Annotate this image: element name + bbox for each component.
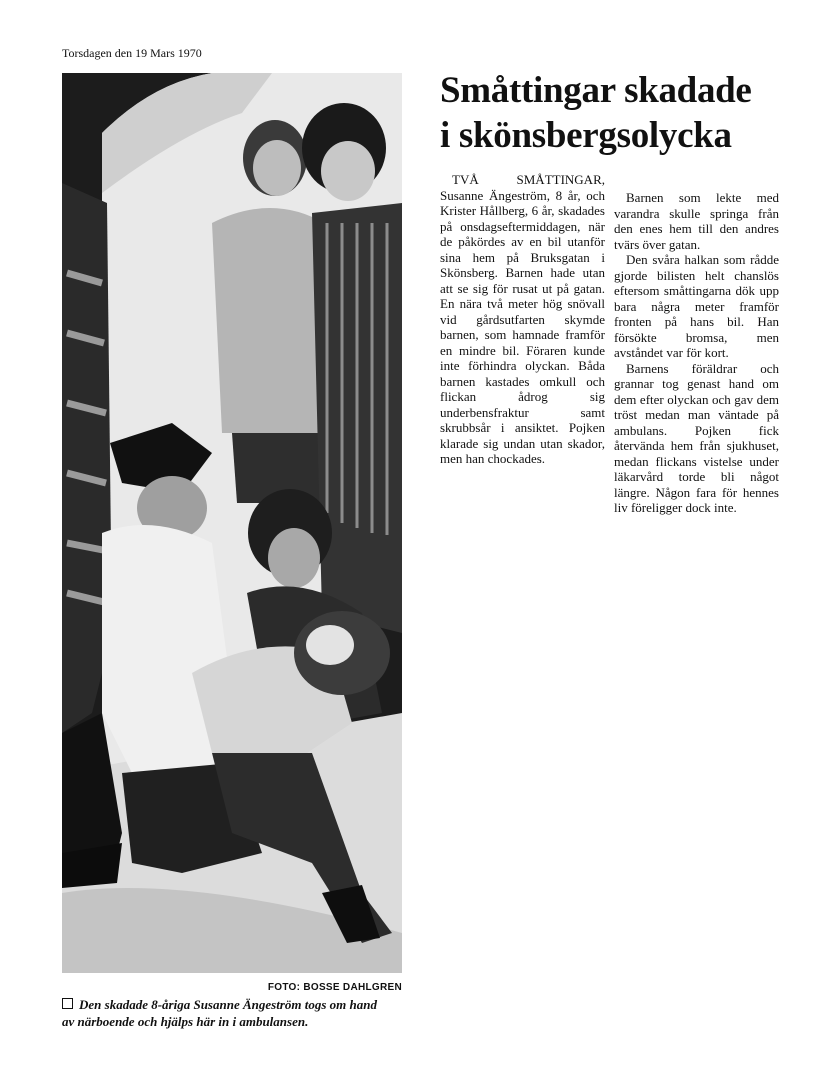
- article-paragraph: Barnen som lekte med varandra skulle springa från den enes hem till den andres tvärs över gatan.: [614, 190, 779, 252]
- photo-caption: [62, 996, 407, 1030]
- headline-line-1: Småttingar skadade: [440, 70, 752, 111]
- dateline: Torsdagen den 19 Mars 1970: [62, 46, 202, 60]
- caption-line-1: Den skadade 8-åriga Susanne Ängeström togs om hand: [79, 997, 377, 1012]
- article-column-2: [614, 190, 779, 516]
- headline-line-2: i skönsbergsolycka: [440, 115, 732, 156]
- article-column-1: [440, 172, 605, 467]
- caption-line-2: av närboende och hjälps här in i ambulansen.: [62, 1014, 309, 1029]
- article-paragraph: TVÅ SMÅTTINGAR, Susanne Ängeström, 8 år, och Krister Hållberg, 6 år, skadades på onsdagseftermiddagen, när de påkördes av en bil utanför sina hem på Bruksgatan i Skönsberg. Barnen hade utan att se sig för rusat ut på gatan. En nära två meter hög snövall vid gårdsutfarten skymde barnen, som hamnade framför en mindre bil. Föraren kunde inte förhindra olyckan. Båda barnen kastades omkull och flickan ådrog sig underbensfraktur samt skrubbsår i ansiktet. Pojken klarade sig undan utan skador, men han chockades.: [440, 172, 605, 466]
- headline: [440, 68, 800, 158]
- article-paragraph: Barnens föräldrar och grannar tog genast hand om dem efter olyckan och gav dem tröst medan man väntade på ambulans. Pojken fick återvända hem från sjukhuset, medan flickans vistelse under läkarvård torde bli något längre. Någon fara för hennes liv föreligger dock inte.: [614, 360, 779, 515]
- news-photo: [62, 73, 402, 973]
- photo-credit: FOTO: BOSSE DAHLGREN: [267, 982, 402, 993]
- caption-square-icon: [62, 998, 73, 1009]
- article-paragraph: Den svåra halkan som rådde gjorde bilisten helt chanslös eftersom småttingarna dök upp bara några meter framför fronten på hans bil. Han försökte bromsa, men avståndet var för kort.: [614, 252, 779, 360]
